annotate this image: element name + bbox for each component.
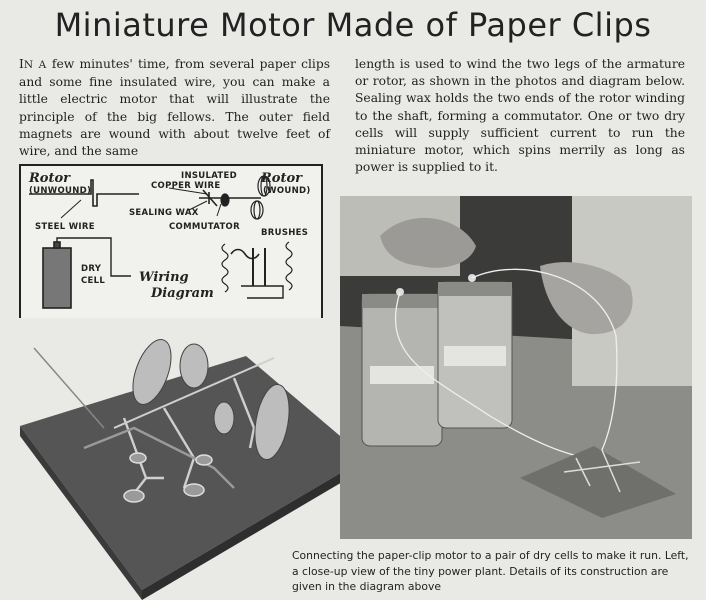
lead-letter: I [19, 57, 24, 71]
brushes-label: BRUSHES [261, 228, 309, 238]
wound-coil-bottom [251, 201, 263, 219]
rotor-wound-title: Rotor [261, 171, 302, 186]
body-column-1 [19, 56, 330, 160]
brushes-shape [253, 248, 265, 286]
rotor-unwound-title: Rotor [29, 171, 70, 186]
diagram-label: Diagram [151, 286, 214, 301]
field-coil-right [286, 242, 292, 290]
steel-wire-label: STEEL WIRE [35, 222, 95, 232]
insulated-label: INSULATED [181, 171, 237, 181]
cell-label: CELL [81, 276, 106, 286]
dry-cells-photo [340, 196, 692, 539]
body-text-1: few minutes' time, from several paper clips and some fine insulated wire, you can make a little electric motor that will illustrate the principle of the big fellows. The outer field magnets are wound with about twelve feet of wire, and the same [19, 57, 330, 159]
field-coil-left [222, 244, 228, 292]
dry-label: DRY [81, 264, 102, 274]
lead-small-caps: N A [23, 59, 47, 71]
photo-caption: Connecting the paper-clip motor to a pair of dry cells to make it run. Left, a close-up view of the tiny power plant. Details of its construction are given in the diagram above [292, 549, 689, 593]
wiring-diagram [19, 164, 323, 320]
sealing-wax-label: SEALING WAX [129, 208, 199, 218]
rotor-wound-sub: (WOUND) [263, 186, 311, 196]
dry-cell-shape [43, 248, 71, 308]
wiring-label: Wiring [139, 270, 189, 285]
rotor-unwound-sub: (UNWOUND) [29, 186, 92, 196]
body-text-2: length is used to wind the two legs of the armature or rotor, as shown in the photos and diagram below. Sealing wax holds the two ends of the rotor winding to the shaft, forming a commutator. One or two dry cells will supply sufficient current to run the miniature motor, which spins merrily as long as power is supplied to it. [355, 57, 685, 175]
body-column-2 [355, 56, 685, 176]
copper-wire-label: COPPER WIRE [151, 181, 221, 191]
commutator-label: COMMUTATOR [169, 222, 240, 232]
article-title: Miniature Motor Made of Paper Clips [54, 6, 652, 44]
